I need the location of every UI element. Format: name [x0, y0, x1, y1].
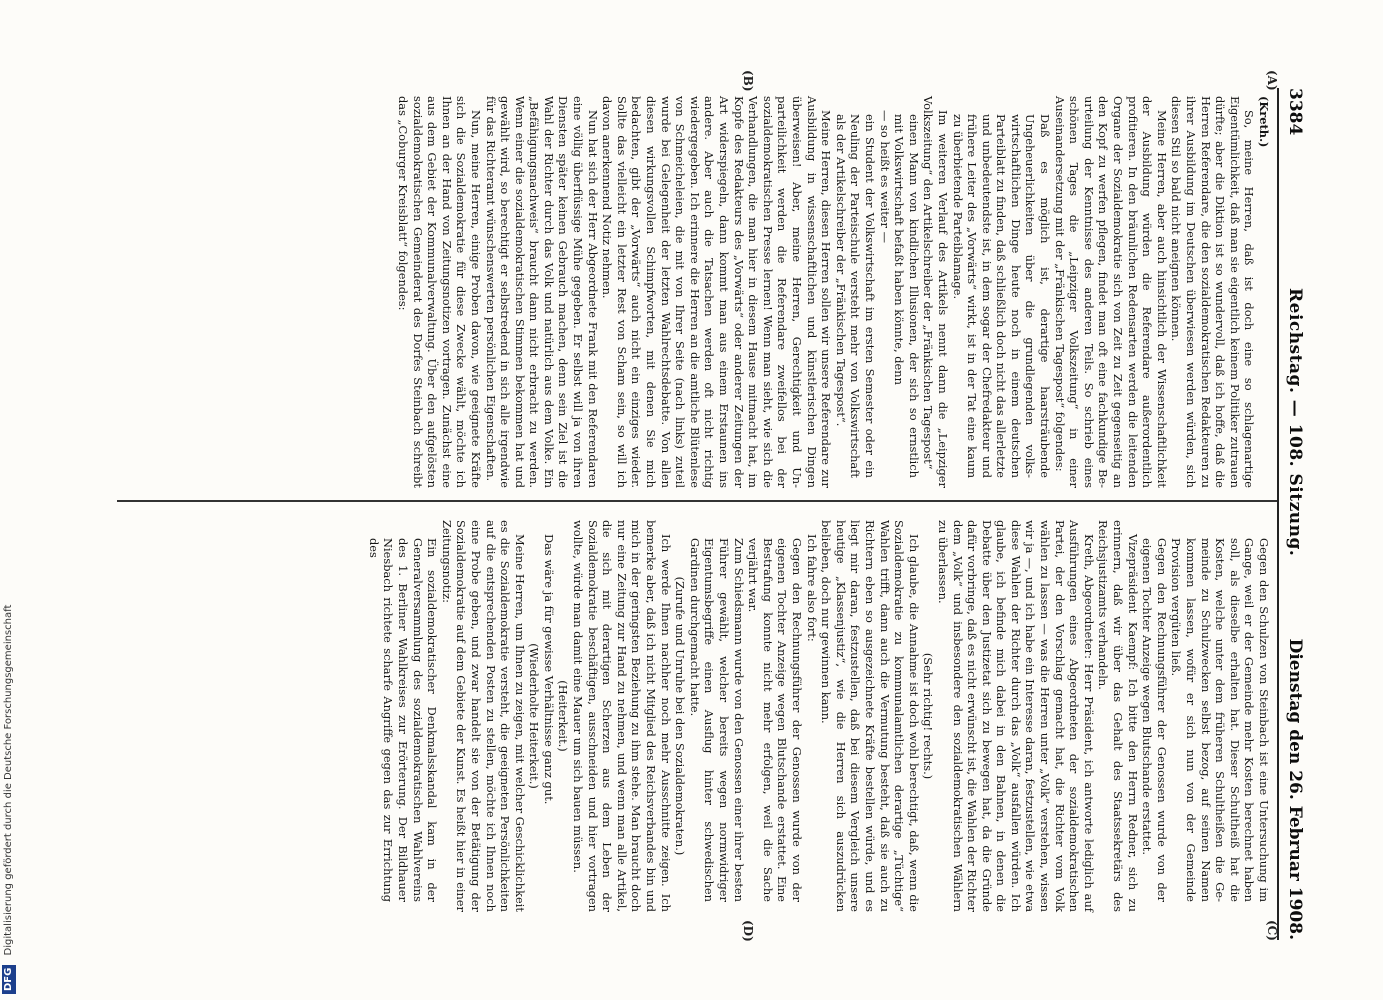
speaker-label: (Kreth.) [1257, 96, 1271, 148]
page-number: 3384 [1285, 88, 1305, 136]
paragraph: Kreth, Abgeordneter: Herr Präsident, ich antworte lediglich auf Ausführungen eines Abgeordneten der sozialdemokratischen Partei, der den Vorschlag gemacht hat, die Richter vom Volk wählen zu lassen — was die Herren unter „Volk“ verstehen, wissen wir ja —, und ich habe ein Interesse daran, festzustellen, wie etwa diese Wahlen der Richter durch das „Volk“ ausfallen würden. Ich glaube, ich befinde mich dabei in den Bahnen, in denen die Debatte über den Justizetat sich zu bewegen hat, da die Gründe dafür vorbringe, daß es nicht erwünscht ist, die Wahlen der Richter dem „Volk“ und insbesondere den sozialdemokratischen Wählern zu überlassen. [935, 520, 1096, 912]
credit-text: Digitalisierung gefördert durch die Deutsche Forschungsgemeinschaft [3, 604, 14, 956]
paragraph: Ich glaube, die Annahme ist doch wohl berechtigt, daß, wenn die Sozialdemokratie zu kommunalamtlichen derartige „Tüchtige“ Wahlen trifft, dann auch die Vermutung besteht, daß sie auch zu Richtern eben so ausgezeichnete Kräfte bestellen würde, und es liegt mir daran, festzustellen, daß bei diesem Vergleich unsere heutige „Klassenjustiz“, wie die Herren sich auszudrücken belieben, doch nur gewinnen kann. [819, 520, 921, 912]
column-divider [117, 500, 1277, 502]
session-date: Dienstag den 26. Februar 1908. [1285, 638, 1305, 940]
left-column [395, 96, 1271, 488]
paragraph: So, meine Herren, daß ist doch eine so schlagenartige Eigentümlichkeit, daß man sie eigentlich keinem Politiker zutrauen dürfte; aber die Diktion ist so wundervoll, daß ich hoffe, daß die Herren Referendare, die den sozialdemokratischen Redakteuren zu ihrer Ausbildung im Deutschen überwiesen werden würden, sich diesen Stil so bald nicht aneignen können. [1169, 96, 1257, 488]
paragraph: Meine Herren, diesen Herren sollen wir unsere Referendare zur Ausbildung in wissenschaftlichen und künstlerischen Dingen überweisen! Aber, meine Herren, Gerechtigkeit und Unparteilichkeit werden die Referendare zweifellos bei der sozialdemokratischen Presse lernen! Wenn man sieht, wie sich die Verhandlungen, die man hier in diesem Hause mitmacht hat, im Kopfe des Redakteurs des „Vorwärts“ oder anderer Zeitungen der Art widerspiegeln, dann kommt man aus einem Erstaunen ins andere. Aber auch die Tatsachen werden oft nicht richtig wiedergegeben. Ich erinnere die Herren an die amtliche Blütenlese von Schmeicheleien, die mit von Ihrer Seite (nach links) zuteil wurde bei Gelegenheit der letzten Wahlrechtsdebatte. Von allen diesen wirkungsvollen Schimpfworten, mit denen Sie mich bedachten, gibt der „Vorwärts“ auch nicht ein einziges wieder. Sollte das vielleicht ein letzter Rest von Scham sein, so will ich davon anerkennend Notiz nehmen. [600, 96, 834, 488]
margin-marker-c: (C) [1265, 920, 1279, 941]
quoted-paragraph: Gegen den Schulzen von Steinbach ist eine Untersuchung im Gange, weil er der Gemeinde mehr Kosten berechnet haben soll, als dieselbe erhalten hat. Dieser Schultheiß hat die Kosten, welche unter dem früheren Schultheißen die Gemeinde zu Schulzwecken selbst bezog, auf seinen Namen kommen lassen, wofür er sich nun von der Gemeinde Provision vergüten ließ. [1169, 538, 1271, 902]
right-column [366, 520, 1271, 912]
quoted-paragraph: Daß es möglich ist, derartige haarsträubende Ungeheuerlichkeiten über die grundlegenden volkswirtschaftlichen Dinge heute noch in einem deutschen Parteiblatt zu finden, daß schließlich doch nicht das allerletzte und unbedeutendste ist, in dem sogar der Chefredakteur und frühere Leiter des „Vorwärts“ wirkt, ist in der Tat eine kaum zu überbietende Parteiblamage. [950, 114, 1053, 478]
header-rule [1277, 88, 1279, 940]
quoted-paragraph: Gegen den Rechnungsführer der Genossen wurde von der eigenen Tochter Anzeige wegen Blutschande erstattet. Eine Bestrafung konnte nicht mehr erfolgen, weil die Sache verjährt war. [746, 538, 804, 902]
page-header [1279, 88, 1305, 940]
quoted-paragraph: Gegen den Rechnungsführer der Genossen wurde von der eigenen Tochter Anzeige wegen Blutschande erstattet. [1140, 538, 1169, 902]
dfg-logo: DFG [2, 965, 16, 994]
margin-marker-b: (B) [741, 70, 755, 92]
credit-strip [2, 0, 16, 1000]
quoted-paragraph: einen Mann von kindlichen Illusionen, der sich so ernstlich mit Volkswirtschaft befaßt haben könnte, denn [892, 114, 921, 478]
paragraph: — so heißt es weiter — [877, 110, 892, 243]
margin-marker-a: (A) [1265, 70, 1279, 91]
paragraph: Vizepräsident Kaempf: Ich bitte den Herrn Redner, sich zu erinnern, daß wir über das Gehalt des Staatssekretärs des Reichsjustizamts verhandeln. [1096, 520, 1140, 912]
interjection: (Heiterkeit.) [556, 680, 571, 752]
quoted-paragraph: ein Student der Volkswirtschaft im ersten Semester oder ein Neuling der Parteischule versteht mehr von Volkswirtschaft als der Artikelschreiber der „Fränkischen Tagespost“. [833, 114, 877, 478]
interjection: (Wiederholte Heiterkeit.) [527, 643, 542, 789]
paragraph: Ich werde Ihnen nachher noch mehr Ausschnitte zeigen. Ich bemerke aber, daß ich nicht Mitglied des Reichsverbandes bin und mich in der geringsten Beziehung zu ihm stehe. Man braucht doch nur eine Zeitung zur Hand zu nehmen, und wenn man alle Artikel, die sich mit derartigen Scherzen aus dem Leben der Sozialdemokratie beschäftigen, ausschneiden und hier vortragen wollte, würde man damit eine Mauer um sich bauen müssen. [571, 520, 673, 912]
paragraph: Meine Herren, um Ihnen zu zeigen, mit welcher Geschicklichkeit es die Sozialdemokratie versteht, die geeigneten Persönlichkeiten auf die entsprechenden Posten zu stellen, möchte ich Ihnen noch eine Probe geben, und zwar handelt sie von der Betätigung der Sozialdemokratie auf dem Gebiete der Kunst. Es heißt hier in einer Zeitungsnotiz: [439, 520, 527, 912]
session-title: Reichstag. — 108. Sitzung. [1285, 288, 1305, 557]
quoted-paragraph: Zum Schiedsmann wurde von den Genossen einer ihrer besten Führer gewählt, welcher bereits wegen normwidriger Eigentumsbegriffe einen Ausflug hinter schwedischen Gardinen durchgemacht hatte. [687, 538, 746, 902]
interjection: (Sehr richtig! rechts.) [921, 652, 936, 780]
paragraph: Im weiteren Verlauf des Artikels nennt dann die „Leipziger Volkszeitung“ den Artikelschreiber der „Fränkischen Tagespost“ [921, 96, 950, 488]
paragraph: Nun, meine Herren, einige Proben davon, wie geeignete Kräfte sich die Sozialdemokratie für diese Zwecke wählt, möchte ich Ihnen an der Hand von Zeitungsnotizen vortragen. Zunächst eine aus dem Gebiet der Kommunalverwaltung. Über den aufgelösten sozialdemokratischen Gemeinderat des Dorfes Steinbach schreibt das „Coburger Kreisblatt“ folgendes: [395, 96, 483, 488]
quoted-paragraph: Ein sozialdemokratischer Denkmalsskandal kam in der Generalversammlung des sozialdemokratischen Wahlvereins des 1. Berliner Wahlkreises zur Erörterung. Der Bildhauer Niesbach richtete scharfe Angriffe gegen das zur Errichtung des [366, 538, 440, 902]
interjection: (Zurufe und Unruhe bei den Sozialdemokraten.) [673, 576, 688, 856]
paragraph: Das wäre ja für gewisse Verhältnisse ganz gut. [541, 534, 556, 805]
margin-marker-d: (D) [741, 920, 755, 942]
paragraph: Ich fahre also fort: [804, 534, 819, 642]
paragraph: Meine Herren, aber auch hinsichtlich der Wissenschaftlichkeit der Ausbildung würden die Referendare außerordentlich profitieren. In den bräunlichen Redensarten werden die leitenden Organe der Sozialdemokratie sich von Zeit zu Zeit gegenseitig an den Kopf zu werfen pflegen, findet man oft eine fachkundige Beurteilung der Kenntnisse des anderen Teils. So schrieb eines schönen Tages die „Leipziger Volkszeitung“ in einer Auseinandersetzung mit der „Fränkischen Tagespost“ folgendes: [1052, 96, 1169, 488]
paragraph: Nun hat sich der Herr Abgeordnete Frank mit den Referendaren eine völlig überflüssige Mühe gegeben. Er selbst will ja von ihren Diensten später keinen Gebrauch machen, denn sein Ziel ist die Wahl der Richter durch das Volk und natürlich aus dem Volke. Ein „Befähigungsnachweis“ braucht dann nicht erbracht zu werden. Wenn einer die sozialdemokratischen Stimmen bekommen hat und gewählt wird, so berechtigt er selbstredend in sich alle irgendwie für das Richteramt wünschenswerten persönlichen Eigenschaften. [483, 96, 600, 488]
